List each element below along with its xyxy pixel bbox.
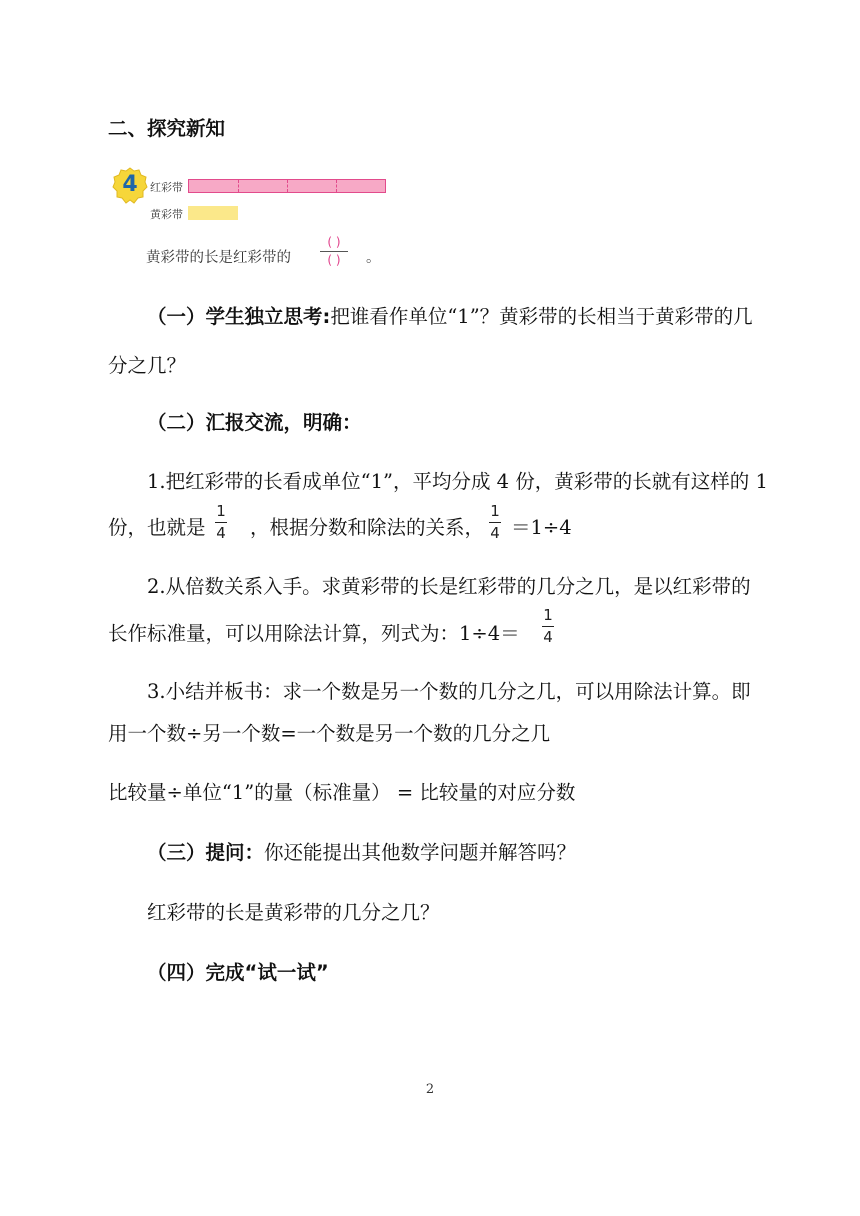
part2-p2-line2: 长作标准量，可以用除法计算，列式为：1÷4＝: [108, 622, 520, 645]
badge-number: 4: [122, 172, 138, 197]
blank-denominator: ( ): [327, 253, 341, 267]
part2-p2-line1: 2.从倍数关系入手。求黄彩带的长是红彩带的几分之几，是以红彩带的: [147, 575, 751, 598]
part2-p3-line2: 用一个数÷另一个数=一个数是另一个数的几分之几: [108, 722, 551, 745]
part3-line1: [147, 841, 576, 865]
part2-p1-line2b: ，根据分数和除法的关系，: [250, 516, 485, 539]
red-ribbon-label: 红彩带: [150, 181, 183, 194]
part2-p1-line2c: ＝1÷4: [511, 516, 572, 539]
part2-p3-line3: 比较量÷单位“1”的量（标准量） = 比较量的对应分数: [108, 781, 576, 804]
fraction-denominator: 4: [543, 628, 553, 646]
part4-heading: （四）完成“试一试”: [147, 961, 329, 984]
yellow-ribbon-label: 黄彩带: [150, 208, 183, 221]
part2-p1-line2a: 份，也就是: [108, 516, 206, 539]
part1-line2: 分之几？: [108, 354, 187, 377]
section-title: 二、探究新知: [108, 117, 226, 140]
page-number: 2: [425, 1082, 435, 1097]
part3-line2: 红彩带的长是黄彩带的几分之几？: [147, 901, 440, 924]
part1-question: 把谁看作单位“1”？黄彩带的长相当于黄彩带的几: [330, 305, 753, 328]
part3-heading: （三）提问：: [147, 841, 265, 864]
fraction-numerator: 1: [216, 502, 226, 520]
part1-heading: （一）学生独立思考:: [147, 305, 331, 328]
figure-question-end: 。: [366, 250, 381, 266]
fraction-numerator: 1: [490, 502, 500, 520]
fraction-numerator: 1: [543, 606, 553, 624]
fraction-denominator: 4: [490, 524, 500, 542]
part1-line1: [147, 305, 753, 329]
fraction-one-quarter: [215, 503, 227, 541]
yellow-ribbon-bar: [188, 206, 238, 220]
part2-p1-line1: 1.把红彩带的长看成单位“1”，平均分成 4 份，黄彩带的长就有这样的 1: [147, 470, 768, 493]
fraction-one-quarter-2: [489, 503, 501, 541]
fraction-one-quarter-3: [542, 607, 554, 645]
red-ribbon-bar: [188, 179, 386, 193]
part3-question: 你还能提出其他数学问题并解答吗？: [264, 841, 577, 864]
blank-fraction: [320, 236, 348, 267]
figure-question: 黄彩带的长是红彩带的: [146, 250, 291, 266]
fraction-denominator: 4: [216, 524, 226, 542]
blank-numerator: ( ): [327, 235, 341, 249]
part2-p3-line1: 3.小结并板书：求一个数是另一个数的几分之几，可以用除法计算。即: [147, 680, 751, 703]
part2-heading: （二）汇报交流，明确：: [147, 411, 362, 434]
